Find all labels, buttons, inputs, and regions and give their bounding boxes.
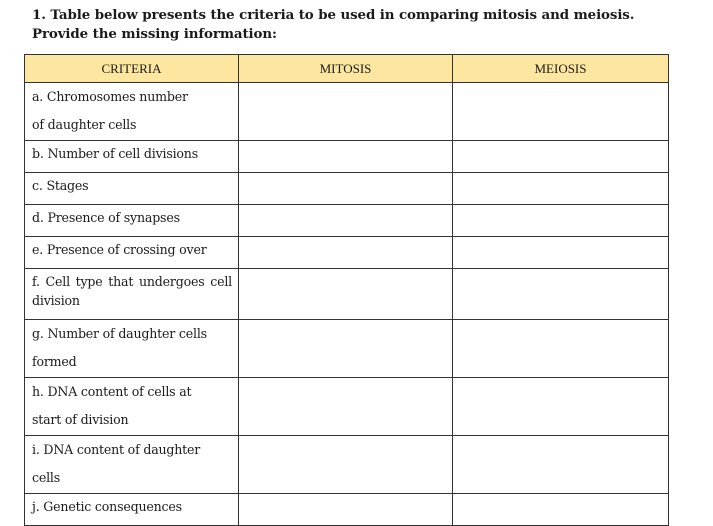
- criterion-line: i. DNA content of daughter: [32, 442, 201, 457]
- criterion-cell: e. Presence of crossing over: [25, 237, 239, 269]
- table-row: [25, 141, 669, 173]
- meiosis-answer-cell[interactable]: [453, 436, 669, 494]
- table-row: [25, 436, 669, 494]
- table-row: [25, 83, 669, 141]
- criterion-line: of daughter cells: [32, 117, 137, 132]
- table-row: [25, 320, 669, 378]
- criterion-line: formed: [32, 354, 77, 369]
- meiosis-answer-cell[interactable]: [453, 378, 669, 436]
- header-row: [25, 55, 669, 83]
- meiosis-answer-cell[interactable]: [453, 320, 669, 378]
- criterion-line: cells: [32, 470, 61, 485]
- mitosis-answer-cell[interactable]: [239, 83, 453, 141]
- table-row: [25, 378, 669, 436]
- criterion-line: a. Chromosomes number: [32, 89, 188, 104]
- mitosis-answer-cell[interactable]: [239, 378, 453, 436]
- meiosis-answer-cell[interactable]: [453, 237, 669, 269]
- criterion-cell: c. Stages: [25, 173, 239, 205]
- meiosis-answer-cell[interactable]: [453, 83, 669, 141]
- table-row: [25, 173, 669, 205]
- meiosis-answer-cell[interactable]: [453, 141, 669, 173]
- header-mitosis: MITOSIS: [239, 55, 453, 83]
- table-row: [25, 237, 669, 269]
- meiosis-answer-cell[interactable]: [453, 173, 669, 205]
- table-row: [25, 205, 669, 237]
- criterion-cell: d. Presence of synapses: [25, 205, 239, 237]
- mitosis-answer-cell[interactable]: [239, 320, 453, 378]
- criterion-line: g. Number of daughter cells: [32, 326, 207, 341]
- mitosis-answer-cell[interactable]: [239, 141, 453, 173]
- criterion-cell: j. Genetic consequences: [25, 494, 239, 526]
- mitosis-answer-cell[interactable]: [239, 205, 453, 237]
- mitosis-answer-cell[interactable]: [239, 173, 453, 205]
- mitosis-answer-cell[interactable]: [239, 237, 453, 269]
- meiosis-answer-cell[interactable]: [453, 269, 669, 320]
- comparison-table: [24, 54, 669, 526]
- instruction-text: 1. Table below presents the criteria to be used in comparing mitosis and meiosis. Provide the missing information:: [32, 7, 635, 42]
- criterion-cell: b. Number of cell divisions: [25, 141, 239, 173]
- criterion-cell: [25, 83, 239, 141]
- table-row: [25, 269, 669, 320]
- criterion-cell: f. Cell type that undergoes cell division: [25, 269, 239, 320]
- criterion-cell: [25, 320, 239, 378]
- mitosis-answer-cell[interactable]: [239, 436, 453, 494]
- criterion-line: start of division: [32, 412, 129, 427]
- header-meiosis: MEIOSIS: [453, 55, 669, 83]
- mitosis-answer-cell[interactable]: [239, 269, 453, 320]
- header-criteria: CRITERIA: [25, 55, 239, 83]
- criterion-line: h. DNA content of cells at: [32, 384, 192, 399]
- criterion-cell: [25, 378, 239, 436]
- meiosis-answer-cell[interactable]: [453, 205, 669, 237]
- criterion-cell: [25, 436, 239, 494]
